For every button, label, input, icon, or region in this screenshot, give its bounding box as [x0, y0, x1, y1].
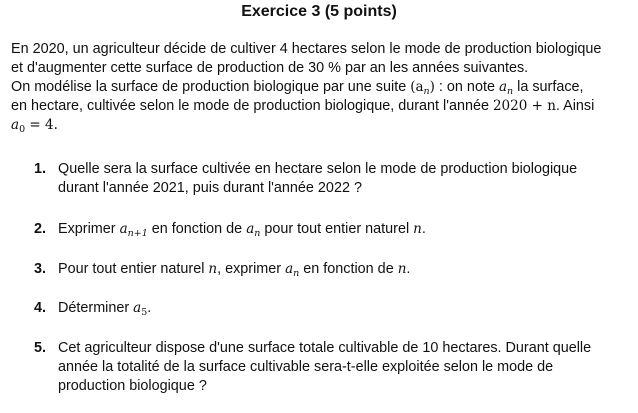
question-text — [58, 220, 628, 239]
term-sub: n — [293, 268, 300, 279]
term-sub: 0 — [19, 124, 26, 135]
term-a0 — [11, 117, 25, 133]
seq-subscript: n — [423, 86, 430, 97]
intro-text: en hectare, cultivée selon le mode de production biologique, durant l'année — [11, 98, 493, 114]
question-number: 3. — [34, 261, 47, 277]
question-line: Quelle sera la surface cultivée en hectare selon le mode de production biologique — [58, 161, 578, 177]
year-expression: 2020 + n — [492, 98, 556, 114]
variable-n: n — [413, 221, 422, 237]
question-line — [58, 220, 628, 239]
question-text — [58, 339, 628, 396]
term-an-plus-1 — [120, 221, 148, 237]
q-text: Déterminer — [58, 300, 134, 316]
intro-text: la surface, — [513, 79, 584, 95]
question-text — [58, 160, 628, 198]
q-text: Exprimer — [58, 221, 120, 237]
q-text: pour tout entier naturel — [260, 221, 414, 237]
exercise-title: Exercice 3 (5 points) — [241, 3, 397, 20]
intro-line-3 — [11, 78, 631, 97]
variable-n: n — [397, 261, 407, 277]
term-base: a — [119, 221, 128, 237]
q-text: . — [421, 221, 426, 237]
seq-open: (a — [410, 79, 424, 95]
intro-line-2: et d'augmenter cette surface de production de 30 % par an les années suivantes. — [11, 60, 529, 76]
term-an — [246, 221, 260, 237]
question-number: 4. — [34, 300, 47, 316]
term-base: a — [246, 221, 255, 237]
question-line: Cet agriculteur dispose d'une surface totale cultivable de 10 hectares. Durant quelle — [58, 340, 592, 356]
intro-text: : on note — [434, 79, 499, 95]
question-number: 2. — [34, 221, 47, 237]
intro-line-4 — [11, 97, 631, 116]
question-number: 5. — [34, 340, 47, 356]
question-line: année la totalité de la surface cultivable sera-t-elle exploitée selon le mode de — [58, 359, 554, 375]
intro-paragraph — [11, 40, 631, 135]
question-line — [58, 260, 628, 279]
question-text — [58, 299, 628, 318]
term-sub: n+1 — [127, 228, 148, 239]
question-number: 1. — [34, 161, 47, 177]
term-sub: 5 — [141, 307, 148, 318]
term-base: a — [11, 117, 20, 133]
q-text: en fonction de — [147, 221, 247, 237]
a0-value: = 4. — [25, 117, 58, 133]
question-line: durant l'année 2021, puis durant l'année 2022 ? — [58, 180, 362, 196]
intro-line-1: En 2020, un agriculteur décide de cultiver 4 hectares selon le mode de production biologique — [11, 41, 602, 57]
intro-text: On modélise la surface de production biologique par une suite — [11, 79, 411, 95]
q-text: . — [406, 261, 411, 277]
q-text: . — [147, 300, 152, 316]
seq-close: ) — [429, 79, 435, 95]
q-text: Pour tout entier naturel — [58, 261, 209, 277]
question-line: production biologique ? — [58, 378, 207, 394]
term-base: a — [133, 300, 142, 316]
q-text: en fonction de — [299, 261, 398, 277]
variable-n: n — [208, 261, 218, 277]
question-text — [58, 260, 628, 279]
sequence-notation — [410, 79, 435, 95]
question-line — [58, 299, 628, 318]
term-an — [499, 79, 513, 95]
term-a5 — [133, 300, 147, 316]
term-sub: n — [507, 86, 514, 97]
q-text: , exprimer — [217, 261, 286, 277]
intro-text: . Ainsi — [555, 98, 595, 114]
term-an — [285, 261, 299, 277]
term-base: a — [498, 79, 508, 95]
term-sub: n — [254, 228, 261, 239]
term-base: a — [285, 261, 294, 277]
intro-line-5 — [11, 116, 631, 135]
